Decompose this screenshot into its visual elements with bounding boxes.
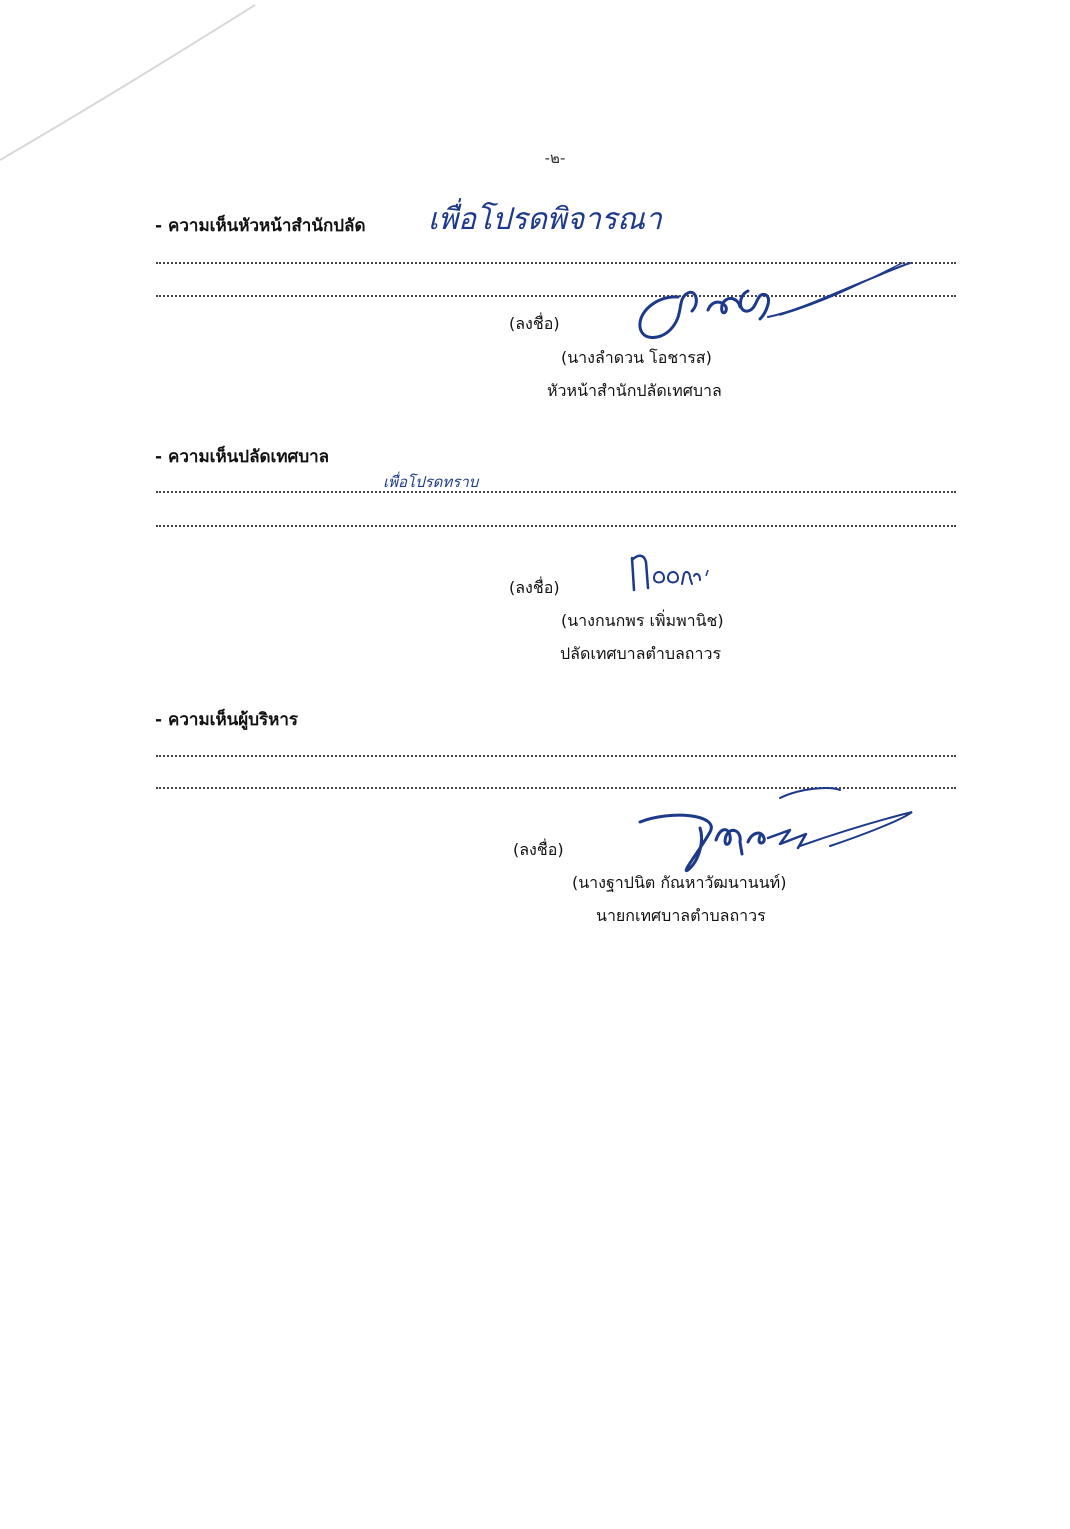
signer-name-executive: (นางฐาปนิต กัณหาวัฒนานนท์) (572, 873, 787, 892)
section-heading-executive: - ความเห็นผู้บริหาร (155, 710, 299, 730)
page-number: -๒- (544, 149, 566, 167)
comment-line (156, 525, 956, 527)
signature-executive (630, 780, 920, 880)
handwritten-comment-municipal-clerk: เพื่อโปรดทราบ (383, 473, 479, 491)
signer-position-municipal-clerk: ปลัดเทศบาลตำบลถาวร (560, 644, 722, 663)
comment-line (156, 755, 956, 757)
sign-label: (ลงชื่อ) (509, 578, 560, 597)
sign-label: (ลงชื่อ) (509, 314, 560, 333)
section-heading-municipal-clerk: - ความเห็นปลัดเทศบาล (155, 447, 330, 467)
comment-line (156, 491, 956, 493)
section-heading-head-of-office: - ความเห็นหัวหน้าสำนักปลัด (155, 216, 366, 236)
signature-head-of-office (630, 255, 920, 350)
signer-name-municipal-clerk: (นางกนกพร เพิ่มพานิช) (561, 611, 724, 630)
signer-position-head-of-office: หัวหน้าสำนักปลัดเทศบาล (547, 381, 722, 400)
handwritten-comment-head-of-office: เพื่อโปรดพิจารณา (428, 202, 662, 237)
paper-fold-mark (0, 0, 260, 170)
signer-position-executive: นายกเทศบาลตำบลถาวร (596, 906, 766, 925)
signature-municipal-clerk (622, 548, 722, 598)
sign-label: (ลงชื่อ) (513, 840, 564, 859)
signer-name-head-of-office: (นางลำดวน โอชารส) (561, 348, 712, 367)
